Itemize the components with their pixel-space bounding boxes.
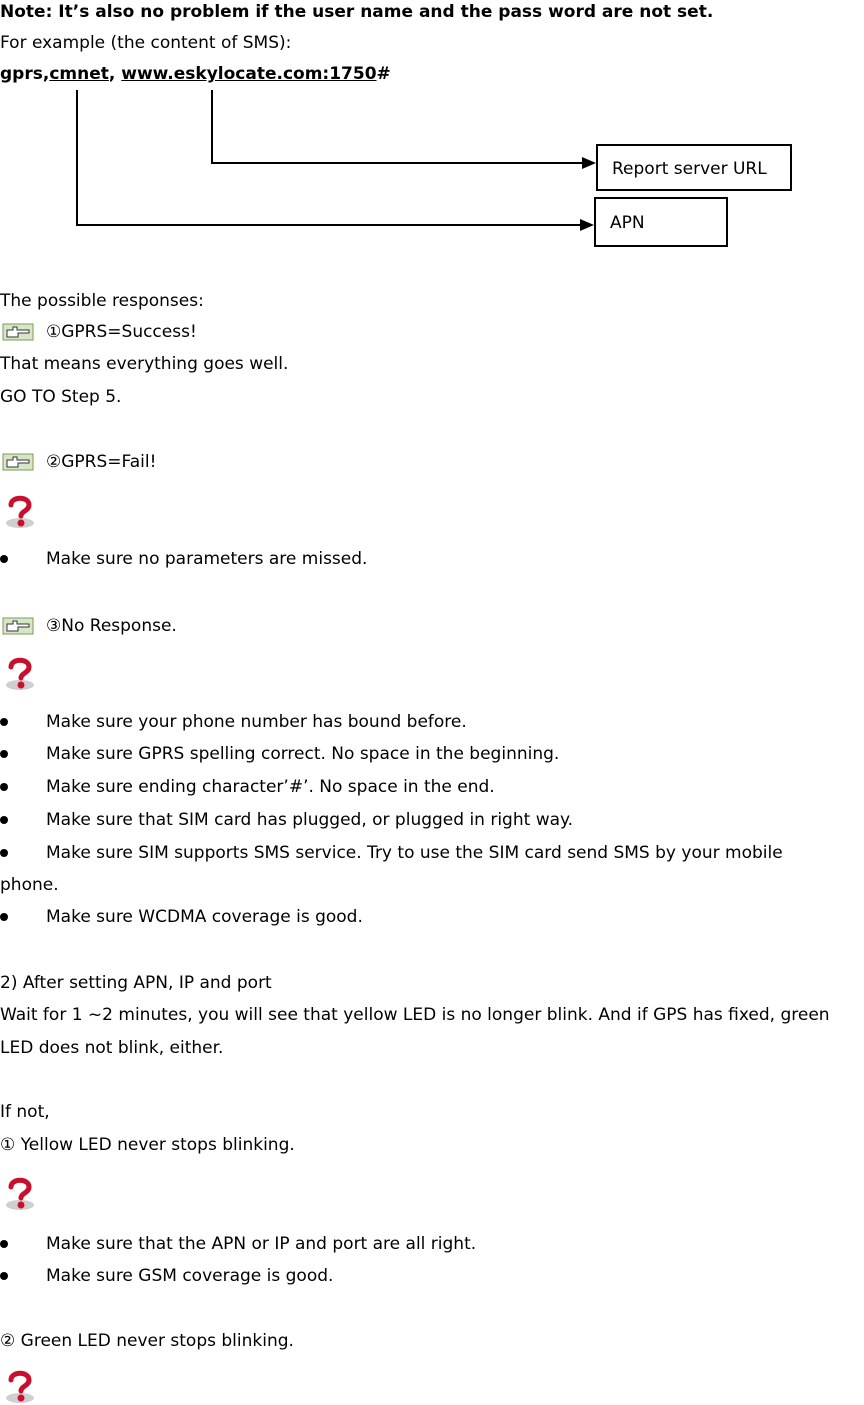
bullet (0, 1272, 8, 1280)
response-1-marker: ① (46, 322, 62, 342)
response-1 (46, 320, 197, 344)
sms-suffix: # (376, 64, 391, 84)
r3-bullet-continuation: phone. (0, 875, 59, 895)
response-2 (46, 450, 156, 474)
response-1-goto: GO TO Step 5. (0, 387, 122, 407)
r3-bullet-text: Make sure GPRS spelling correct. No space in the beginning. (46, 744, 560, 764)
pointing-hand-icon (2, 617, 34, 635)
question-mark-icon (2, 1368, 38, 1404)
question-mark-icon (2, 493, 38, 529)
bullet (0, 718, 8, 726)
y1-bullet-text: Make sure that the APN or IP and port are all right. (46, 1234, 477, 1254)
yellow-led-text: Yellow LED never stops blinking. (20, 1135, 295, 1155)
bullet (0, 849, 8, 857)
green-led-text: Green LED never stops blinking. (20, 1331, 294, 1351)
bullet (0, 816, 8, 824)
y1-bullet-text: Make sure GSM coverage is good. (46, 1266, 334, 1286)
step2-line1: Wait for 1 ~2 minutes, you will see that yellow LED is no longer blink. And if GPS has fixed, green (0, 1005, 830, 1025)
url-arrowhead (582, 157, 596, 169)
apn-label: APN (610, 213, 645, 233)
apn-arrowhead (580, 219, 594, 231)
step2-line2: LED does not blink, either. (0, 1038, 224, 1058)
r2-bullet-text: Make sure no parameters are missed. (46, 549, 368, 569)
example-intro: For example (the content of SMS): (0, 33, 292, 53)
sms-apn: cmnet (49, 64, 109, 84)
url-arrow-line (212, 90, 582, 163)
response-1-desc: That means everything goes well. (0, 354, 289, 374)
yellow-led-marker: ① (0, 1135, 16, 1155)
response-3 (46, 614, 177, 638)
question-mark-icon (2, 655, 38, 691)
bullet (0, 750, 8, 758)
yellow-led-item (0, 1133, 295, 1157)
apn-arrow-line (77, 90, 580, 225)
bullet (0, 783, 8, 791)
note-line: Note: It’s also no problem if the user name and the pass word are not set. (0, 2, 714, 22)
bullet (0, 555, 8, 563)
sms-prefix: gprs, (0, 64, 50, 84)
responses-intro: The possible responses: (0, 291, 204, 311)
report-url-label: Report server URL (612, 159, 767, 179)
question-mark-icon (2, 1175, 38, 1211)
r3-bullet-text: Make sure that SIM card has plugged, or plugged in right way. (46, 810, 574, 830)
annotation-arrows (0, 0, 864, 260)
r3-bullet-text: Make sure your phone number has bound before. (46, 712, 467, 732)
apn-box (594, 197, 728, 247)
if-not: If not, (0, 1102, 50, 1122)
response-1-text: GPRS=Success! (61, 322, 197, 342)
sms-separator: , (108, 64, 116, 84)
response-3-text: No Response. (61, 616, 177, 636)
r3-bullet-text: Make sure ending character’#’. No space in the end. (46, 777, 495, 797)
sms-url: www.eskylocate.com:1750 (121, 64, 377, 84)
response-3-marker: ③ (46, 616, 62, 636)
green-led-marker: ② (0, 1331, 16, 1351)
pointing-hand-icon (2, 323, 34, 341)
r3-bullet-text: Make sure SIM supports SMS service. Try to use the SIM card send SMS by your mobile (46, 843, 783, 863)
step2-title: 2) After setting APN, IP and port (0, 973, 272, 993)
response-2-marker: ② (46, 452, 62, 472)
bullet (0, 1240, 8, 1248)
report-url-box (596, 144, 792, 191)
green-led-item (0, 1329, 294, 1353)
pointing-hand-icon (2, 453, 34, 471)
r3-bullet-text: Make sure WCDMA coverage is good. (46, 907, 363, 927)
bullet (0, 913, 8, 921)
response-2-text: GPRS=Fail! (61, 452, 157, 472)
